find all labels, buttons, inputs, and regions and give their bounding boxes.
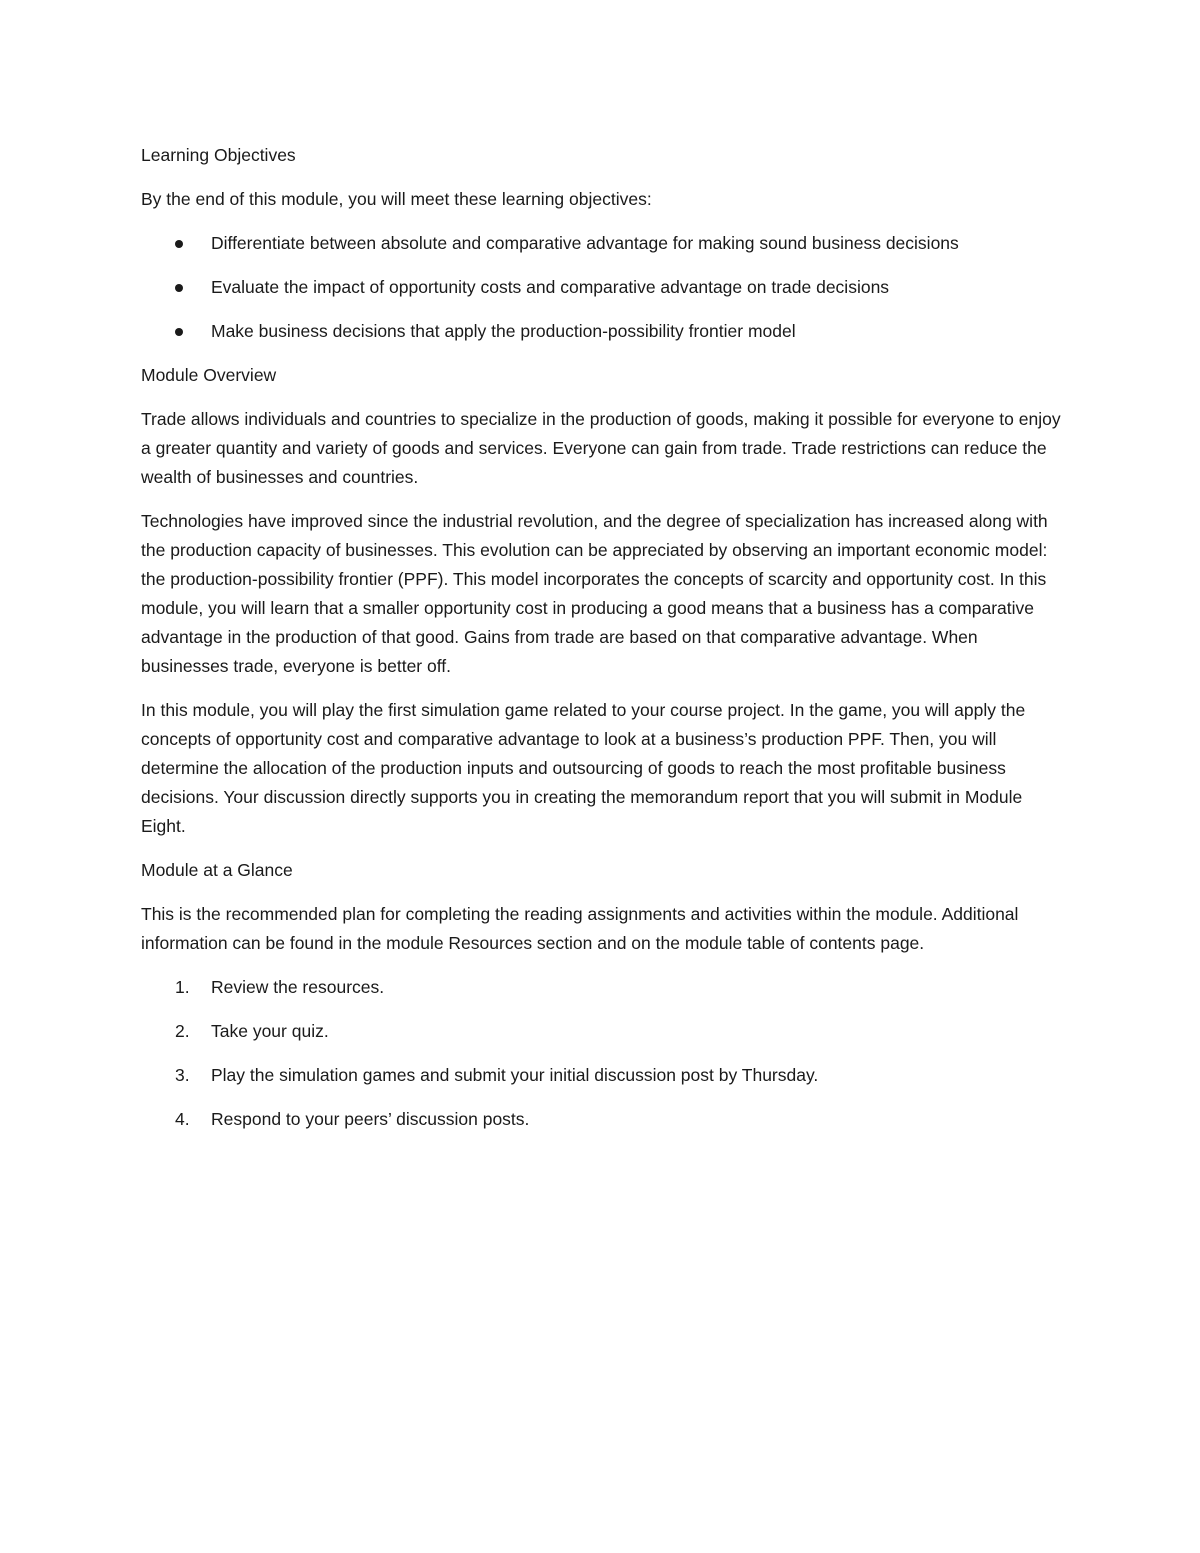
step-text: Take your quiz. (211, 1021, 329, 1041)
step-number: 4. (175, 1109, 190, 1129)
step-number: 2. (175, 1021, 190, 1041)
list-item (141, 973, 1061, 1002)
learning-objectives-list (141, 229, 1061, 346)
learning-objectives-heading: Learning Objectives (141, 145, 296, 165)
glance-intro: This is the recommended plan for completing the reading assignments and activities within the module. Additional information can be found in the module Resources section and on the module table of contents page. (141, 904, 1019, 953)
list-item (141, 273, 1061, 302)
step-text: Play the simulation games and submit your initial discussion post by Thursday. (211, 1065, 819, 1085)
objective-text: Make business decisions that apply the production-possibility frontier model (211, 321, 796, 341)
list-item (141, 229, 1061, 258)
overview-paragraph: In this module, you will play the first simulation game related to your course project. In the game, you will apply the concepts of opportunity cost and comparative advantage to look at a business’s production PPF. Then, you will determine the allocation of the production inputs and outsourcing of goods to reach the most profitable business decisions. Your discussion directly supports you in creating the memorandum report that you will submit in Module Eight. (141, 700, 1026, 836)
overview-paragraph: Technologies have improved since the industrial revolution, and the degree of specialization has increased along with the production capacity of businesses. This evolution can be appreciated by observing an important economic model: the production-possibility frontier (PPF). This model incorporates the concepts of scarcity and opportunity cost. In this module, you will learn that a smaller opportunity cost in producing a good means that a business has a comparative advantage in the production of that good. Gains from trade are based on that comparative advantage. When businesses trade, everyone is better off. (141, 511, 1048, 676)
list-item (141, 1061, 1061, 1090)
step-number: 1. (175, 977, 190, 997)
objective-text: Evaluate the impact of opportunity costs and comparative advantage on trade decisions (211, 277, 890, 297)
list-item (141, 1105, 1061, 1134)
objective-text: Differentiate between absolute and comparative advantage for making sound business decisions (211, 233, 959, 253)
overview-paragraph: Trade allows individuals and countries to specialize in the production of goods, making it possible for everyone to enjoy a greater quantity and variety of goods and services. Everyone can gain from trade. Trade restrictions can reduce the wealth of businesses and countries. (141, 409, 1061, 487)
step-text: Respond to your peers’ discussion posts. (211, 1109, 530, 1129)
glance-steps-list (141, 973, 1061, 1134)
step-text: Review the resources. (211, 977, 385, 997)
list-item (141, 317, 1061, 346)
learning-objectives-intro: By the end of this module, you will meet these learning objectives: (141, 189, 652, 209)
step-number: 3. (175, 1065, 190, 1085)
list-item (141, 1017, 1061, 1046)
bullet-icon (175, 240, 183, 248)
document-content (141, 141, 1061, 1149)
bullet-icon (175, 284, 183, 292)
module-overview-heading: Module Overview (141, 365, 277, 385)
bullet-icon (175, 328, 183, 336)
module-at-a-glance-heading: Module at a Glance (141, 860, 293, 880)
